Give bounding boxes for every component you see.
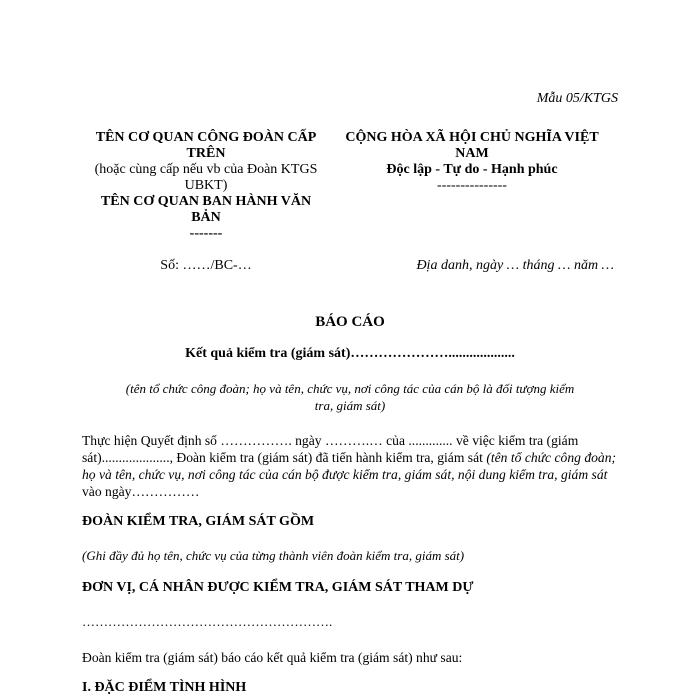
upper-org-name-line1: TÊN CƠ QUAN CÔNG ĐOÀN CẤP bbox=[95, 130, 317, 145]
upper-org-note-line2: UBKT) bbox=[184, 178, 228, 193]
national-motto: Độc lập - Tự do - Hạnh phúc bbox=[386, 162, 558, 177]
place-and-date: Địa danh, ngày … tháng … năm … bbox=[416, 258, 614, 273]
left-separator: ------- bbox=[189, 226, 223, 241]
intro-text-italic: (tên tổ chức công đoàn; họ và tên, chức vụ, nơi công tác của cán bộ được kiểm tra, giám sát, nội dung kiểm tra, giám sát bbox=[82, 450, 617, 482]
report-intro-line: Đoàn kiểm tra (giám sát) báo cáo kết quả kiểm tra (giám sát) như sau: bbox=[82, 650, 463, 665]
report-subtitle: Kết quả kiểm tra (giám sát)…………………................... bbox=[185, 346, 515, 361]
report-title: BÁO CÁO bbox=[315, 314, 385, 330]
report-note-line1: (tên tổ chức công đoàn; họ và tên, chức vụ, nơi công tác của cán bộ là đối tượng kiểm bbox=[125, 381, 575, 396]
header-right-column bbox=[334, 130, 610, 194]
form-code: Mẫu 05/KTGS bbox=[536, 91, 618, 106]
right-separator: --------------- bbox=[437, 178, 507, 193]
section-heading-situation: I. ĐẶC ĐIỂM TÌNH HÌNH bbox=[82, 680, 247, 695]
section-heading-units: ĐƠN VỊ, CÁ NHÂN ĐƯỢC KIỂM TRA, GIÁM SÁT THAM DỰ bbox=[82, 580, 474, 595]
intro-paragraph bbox=[82, 432, 620, 500]
document-number: Số: ……/BC-… bbox=[160, 258, 252, 273]
intro-text-part2: vào ngày…………… bbox=[82, 484, 200, 499]
team-note: (Ghi đầy đủ họ tên, chức vụ của từng thành viên đoàn kiểm tra, giám sát) bbox=[82, 548, 465, 563]
intro-text-part1: Thực hiện Quyết định số ……………. ngày ……….… của ............. về việc kiểm tra (giám sát)...................., Đoàn kiểm tra (giám sát) đã tiến hành kiểm tra, giám sát bbox=[82, 433, 579, 465]
units-dots-placeholder: …………………………………………………. bbox=[82, 614, 333, 629]
header-left-column bbox=[78, 130, 334, 242]
report-note-line2: tra, giám sát) bbox=[314, 398, 386, 413]
upper-org-note-line1: (hoặc cùng cấp nếu vb của Đoàn KTGS bbox=[94, 162, 318, 177]
nation-name-line2: NAM bbox=[455, 146, 489, 161]
section-heading-team: ĐOÀN KIỂM TRA, GIÁM SÁT GỒM bbox=[82, 514, 315, 529]
report-subject-note bbox=[100, 380, 600, 414]
issuer-name-line2: BẢN bbox=[191, 210, 221, 225]
issuer-name-line1: TÊN CƠ QUAN BAN HÀNH VĂN bbox=[100, 194, 312, 209]
upper-org-name-line2: TRÊN bbox=[186, 146, 226, 161]
nation-name-line1: CỘNG HÒA XÃ HỘI CHỦ NGHĨA VIỆT bbox=[345, 130, 599, 145]
